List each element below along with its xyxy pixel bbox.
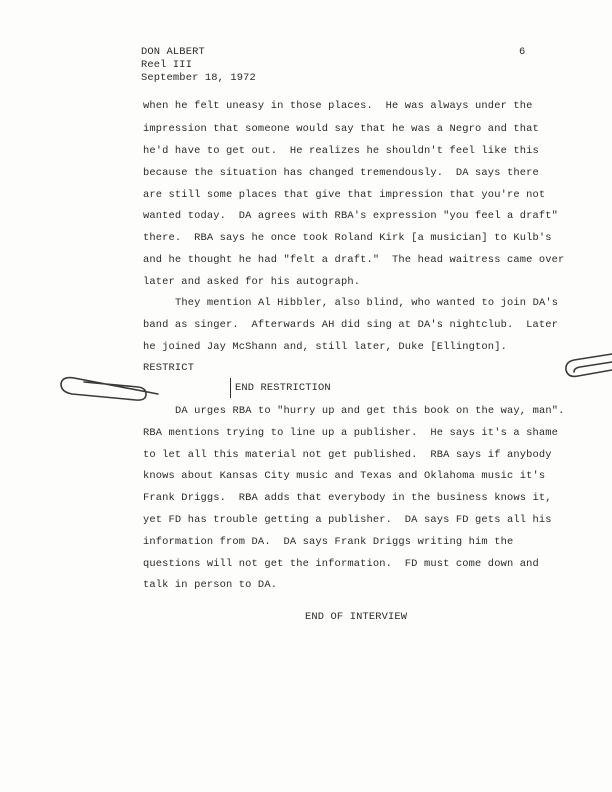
body-line: later and asked for his autograph. [143,276,361,288]
body-line: RBA mentions trying to line up a publisher. He says it's a shame [143,427,559,439]
body-line: when he felt uneasy in those places. He was always under the [143,100,533,112]
body-line: They mention Al Hibbler, also blind, who wanted to join DA's [175,297,559,309]
header-name: DON ALBERT [141,46,205,58]
paper-clip-icon [562,352,612,382]
end-of-interview: END OF INTERVIEW [305,611,408,623]
body-line: impression that someone would say that he was a Negro and that [143,123,539,135]
body-line: yet FD has trouble getting a publisher. DA says FD gets all his [143,514,552,526]
header-reel: Reel III [141,59,193,71]
body-line: there. RBA says he once took Roland Kirk [a musician] to Kulb's [143,232,552,244]
body-line: he'd have to get out. He realizes he shouldn't feel like this [143,145,539,157]
body-line: talk in person to DA. [143,579,278,591]
body-line: band as singer. Afterwards AH did sing at DA's nightclub. Later [143,319,559,331]
restrict-label: RESTRICT [143,362,195,374]
end-restriction-label: END RESTRICTION [235,382,331,394]
body-line: are still some places that give that impression that you're not [143,189,546,201]
body-line: and he thought he had "felt a draft." The head waitress came over [143,254,565,266]
body-line: DA urges RBA to "hurry up and get this book on the way, man". [175,405,565,417]
header-date: September 18, 1972 [141,72,256,84]
body-line: to let all this material not get published. RBA says if anybody [143,449,552,461]
body-line: questions will not get the information. FD must come down and [143,558,539,570]
body-line: he joined Jay McShann and, still later, Duke [Ellington]. [143,341,507,353]
body-line: because the situation has changed tremendously. DA says there [143,167,539,179]
paper-clip-icon [58,372,160,404]
margin-bracket [230,378,231,398]
body-line: Frank Driggs. RBA adds that everybody in the business knows it, [143,492,552,504]
page-number: 6 [519,46,526,58]
body-line: information from DA. DA says Frank Driggs writing him the [143,536,514,548]
body-line: knows about Kansas City music and Texas and Oklahoma music it's [143,470,546,482]
body-line: wanted today. DA agrees with RBA's expression "you feel a draft" [143,210,559,222]
